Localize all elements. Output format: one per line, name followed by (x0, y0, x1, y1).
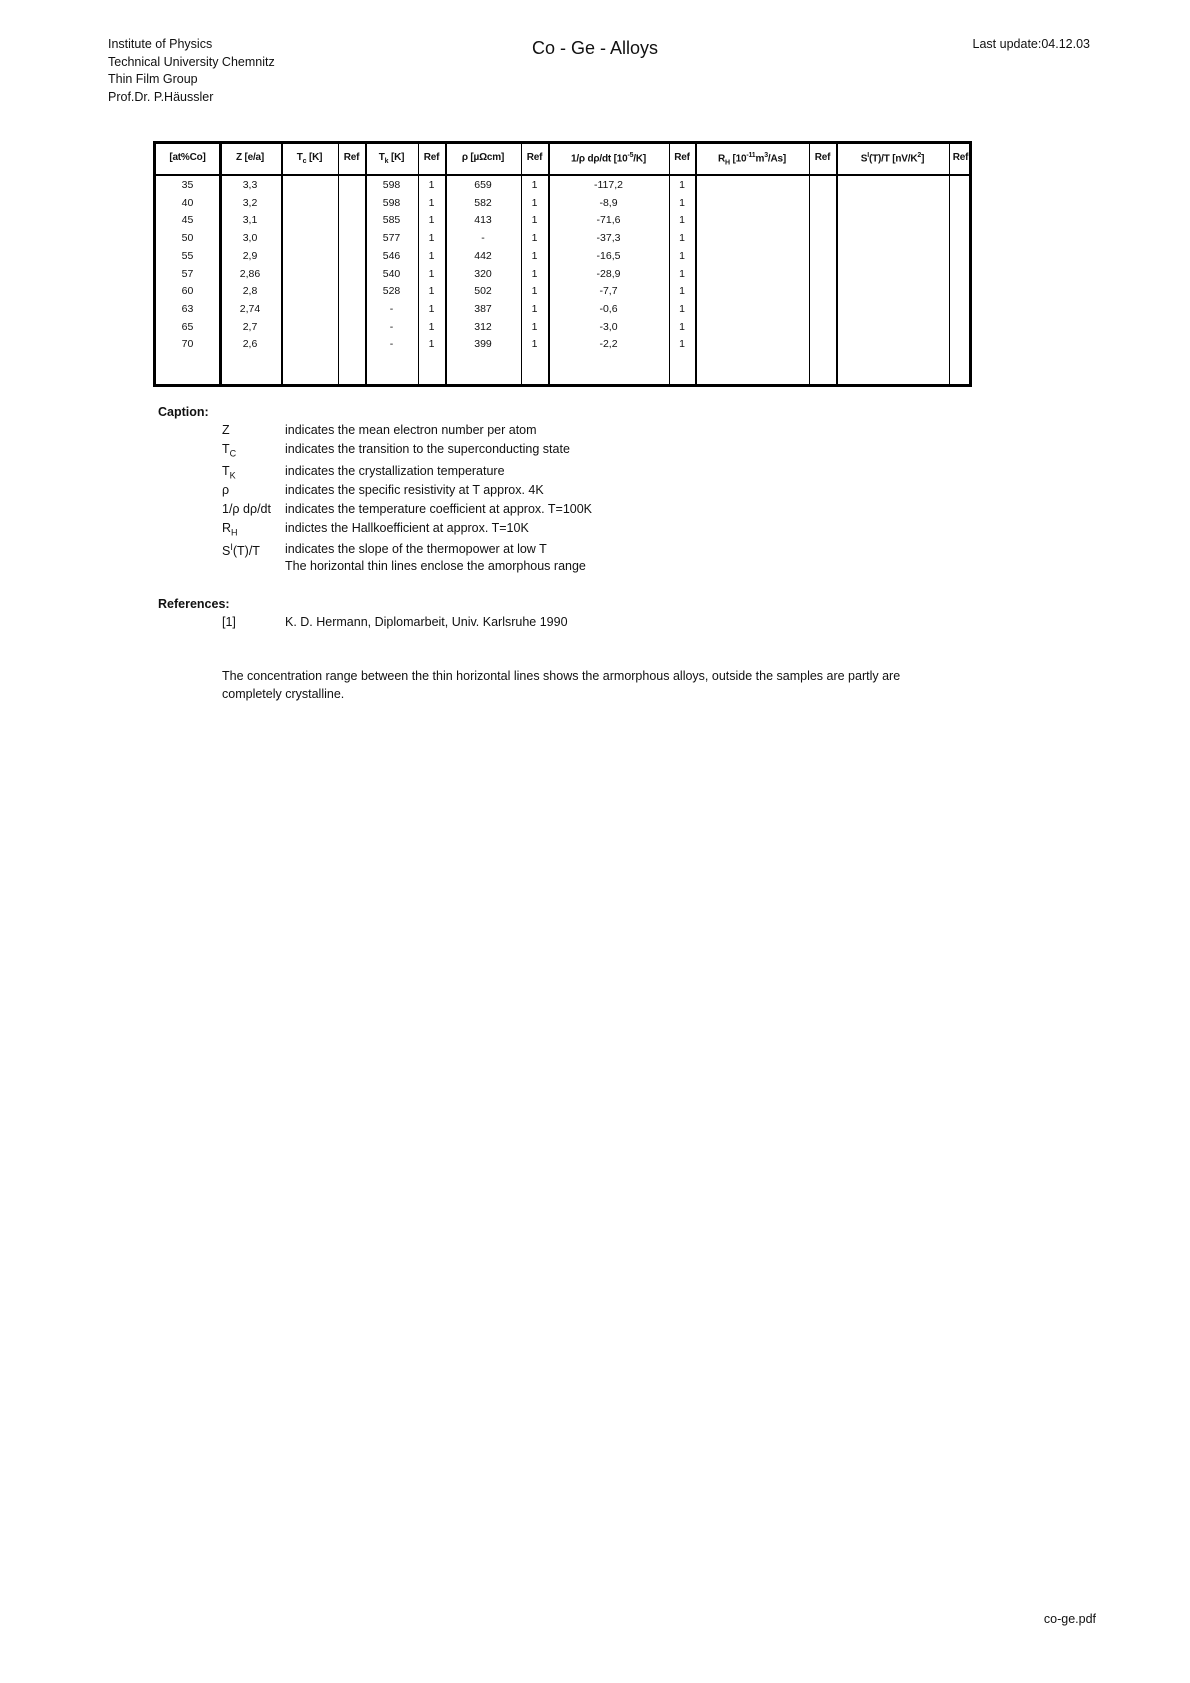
table-cell: -37,3 (596, 232, 621, 245)
table-cell: 598 (382, 196, 401, 209)
table-cell: 1 (531, 320, 538, 333)
table-cell: 3,2 (242, 196, 258, 209)
table-cell: -117,2 (594, 179, 623, 191)
table-cell: 1 (679, 214, 685, 227)
col-header-tcr: 1/ρ dρ/dt $[10^{-5}/K]$ (570, 152, 646, 165)
table-cell: 1 (428, 196, 435, 209)
column-divider (695, 144, 697, 384)
caption-symbol-z: Z (222, 423, 230, 437)
table-cell: 1 (428, 338, 435, 351)
table-cell: 60 (181, 285, 194, 298)
table-cell: -8,9 (599, 196, 618, 209)
table-cell: 399 (474, 338, 492, 351)
caption-symbol-thermopower: $S^I(T)/T$ (222, 542, 260, 559)
institute-line: Thin Film Group (108, 72, 198, 86)
col-header-ref: Ref (526, 152, 543, 163)
note-paragraph: The concentration range between the thin horizontal lines shows the armorphous alloys, outside the samples are partly are completely crystalline. (222, 669, 901, 701)
caption-symbol-tcr: 1/ρ dρ/dt (222, 502, 271, 516)
table-cell: 502 (474, 285, 492, 298)
table-cell: 528 (382, 285, 401, 298)
table-cell: 598 (382, 179, 401, 191)
table-cell: 1 (531, 249, 538, 262)
table-cell: -71,6 (596, 214, 621, 227)
table-cell: 2,8 (242, 285, 258, 298)
caption-text: indicates the mean electron number per atom (285, 423, 537, 437)
references-heading: References: (158, 597, 230, 611)
table-cell: 312 (474, 320, 492, 333)
reference-text: K. D. Hermann, Diplomarbeit, Univ. Karlsruhe 1990 (285, 615, 568, 629)
caption-text: indicates the crystallization temperature (285, 464, 505, 478)
table-cell: 65 (181, 320, 194, 333)
table-cell: 659 (474, 179, 492, 191)
table-cell: 3,3 (242, 179, 258, 191)
table-cell: - (389, 320, 394, 333)
table-cell: 1 (428, 320, 435, 333)
table-cell: 1 (531, 285, 538, 298)
column-divider (281, 144, 283, 384)
table-cell: 45 (181, 214, 194, 227)
table-cell: 1 (679, 338, 685, 351)
col-header-ref: Ref (952, 152, 969, 163)
column-divider (949, 144, 950, 384)
table-cell: 1 (531, 214, 538, 227)
table-cell: 413 (474, 214, 492, 227)
table-cell: 2,7 (242, 320, 258, 333)
table-cell: 1 (531, 267, 538, 280)
table-cell: 2,9 (242, 249, 258, 262)
institute-line: Technical University Chemnitz (108, 54, 275, 69)
table-cell: 63 (181, 302, 194, 315)
table-cell: 1 (679, 267, 685, 280)
caption-text: indicates the slope of the thermopower at low T (285, 542, 547, 556)
page-title: Co - Ge - Alloys (531, 38, 659, 58)
table-cell: 582 (474, 196, 492, 209)
table-cell: 1 (679, 302, 685, 315)
table-cell: 387 (474, 302, 492, 315)
table-cell: - (389, 338, 394, 351)
caption-symbol-rho: ρ (222, 483, 230, 497)
table-cell: 1 (679, 285, 685, 298)
caption-symbol-tk: $T_K$ (222, 464, 236, 481)
table-cell: -0,6 (599, 302, 618, 315)
table-cell: 1 (679, 179, 685, 191)
caption-text: indicates the transition to the superconducting state (285, 442, 570, 456)
table-cell: 1 (428, 232, 435, 245)
col-header-ref: Ref (343, 152, 360, 163)
table-cell: -16,5 (596, 249, 621, 262)
table-cell: 1 (428, 302, 435, 315)
table-cell: - (389, 302, 394, 315)
column-divider (338, 144, 339, 384)
table-cell: 2,74 (239, 302, 261, 315)
col-header-z: Z [e/a] (235, 152, 265, 163)
table-cell: 1 (428, 267, 435, 280)
table-cell: 1 (531, 196, 538, 209)
table-cell: 2,6 (242, 338, 258, 351)
table-cell: 1 (428, 285, 435, 298)
caption-text: The horizontal thin lines enclose the amorphous range (285, 559, 586, 573)
caption-text: indicates the temperature coefficient at approx. T=100K (285, 502, 593, 516)
table-cell: 50 (181, 232, 194, 245)
caption-symbol-tc: $T_C$ (222, 442, 237, 459)
caption-symbol-rh: $R_H$ (222, 521, 238, 538)
reference-number: [1] (222, 615, 236, 629)
table-cell: -28,9 (596, 267, 621, 280)
caption-text: indicates the specific resistivity at T approx. 4K (285, 483, 544, 497)
table-cell: - (481, 232, 485, 245)
table-cell: 1 (531, 232, 538, 245)
table-cell: 3,1 (242, 214, 258, 227)
col-header-ref: Ref (674, 152, 690, 163)
table-cell: 1 (679, 320, 685, 333)
institute-line: Prof.Dr. P.Häussler (108, 89, 214, 104)
col-header-ref: Ref (814, 152, 831, 163)
table-cell: -3,0 (599, 320, 618, 333)
col-header-ref: Ref (423, 152, 440, 163)
table-cell: 585 (382, 214, 401, 227)
table-cell: 1 (679, 249, 685, 262)
footer-filename: co-ge.pdf (1043, 1612, 1096, 1626)
table-cell: 57 (181, 267, 194, 280)
table-cell: 540 (382, 267, 401, 280)
header-divider (156, 174, 969, 176)
table-cell: 1 (428, 179, 435, 191)
caption-text: indictes the Hallkoefficient at approx. T=10K (285, 521, 529, 535)
table-cell: 55 (181, 249, 194, 262)
table-cell: 546 (382, 249, 401, 262)
caption-heading: Caption: (158, 405, 209, 419)
table-cell: 1 (531, 338, 538, 351)
data-table (153, 141, 972, 387)
table-cell: 320 (474, 267, 492, 280)
table-cell: 70 (181, 338, 194, 351)
col-header-thermopower: $S^I(T)/T$ $[nV/K^2]$ (860, 152, 925, 165)
table-cell: 442 (474, 249, 492, 262)
table-cell: 3,0 (242, 232, 258, 245)
table-cell: 1 (531, 179, 538, 191)
col-header-rho: ρ [µΩcm] (461, 152, 505, 163)
col-header-tc: $T_c$ [K] (296, 152, 323, 165)
table-cell: 1 (428, 249, 435, 262)
table-cell: 1 (679, 196, 685, 209)
table-cell: 1 (428, 214, 435, 227)
table-cell: 1 (679, 232, 685, 245)
table-cell: -7,7 (599, 285, 618, 298)
table-cell: -2,2 (599, 338, 618, 351)
table-cell: 40 (181, 196, 194, 209)
col-header-rh: $R_H$ $[10^{-11}m^3/As]$ (718, 152, 786, 167)
col-header-tk: $T_k$ [K] (378, 152, 405, 165)
table-cell: 35 (181, 179, 194, 191)
institute-line: Institute of Physics (108, 37, 213, 51)
table-cell: 1 (531, 302, 538, 315)
column-divider (836, 144, 838, 384)
last-update: Last update:04.12.03 (972, 37, 1090, 51)
column-divider (809, 144, 810, 384)
col-header-concentration: [at%Co] (169, 152, 206, 163)
table-cell: 2,86 (239, 267, 261, 280)
table-cell: 577 (382, 232, 401, 245)
